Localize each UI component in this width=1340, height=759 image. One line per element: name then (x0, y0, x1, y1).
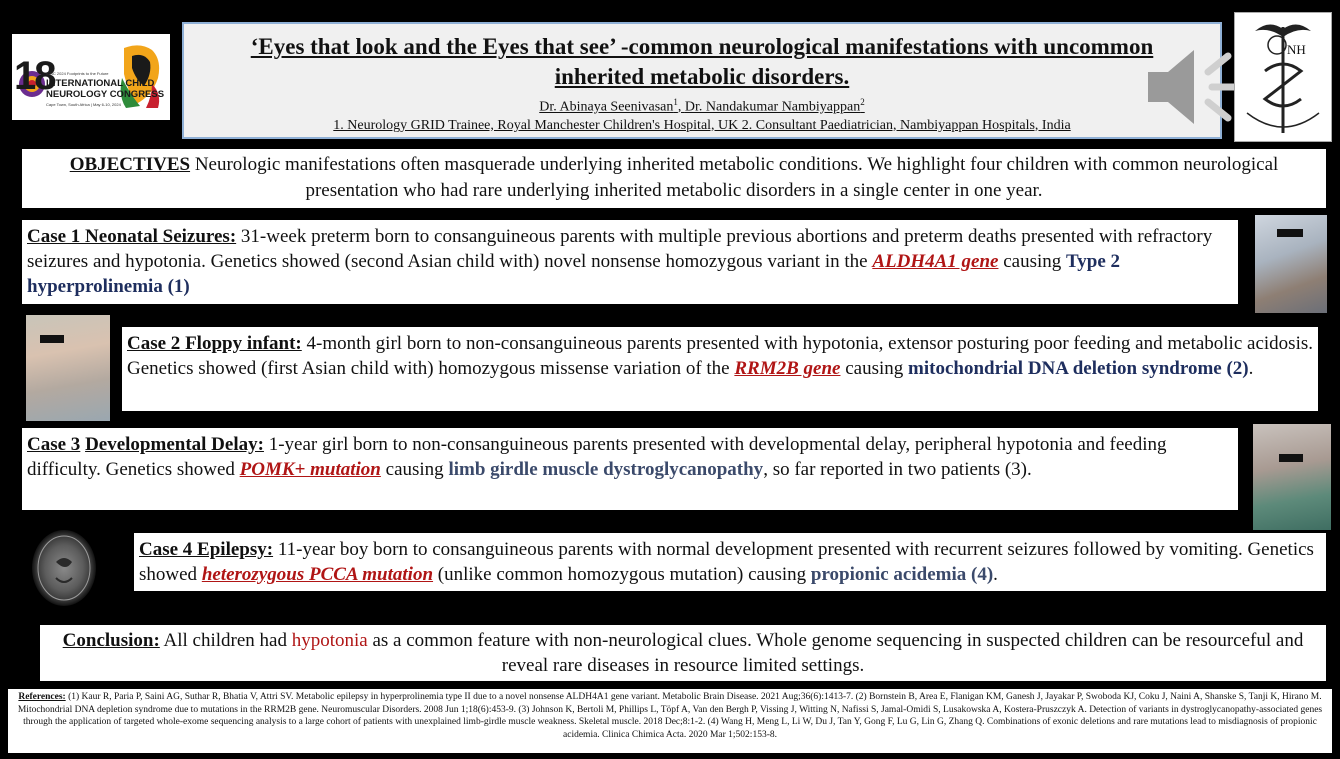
case-4-brain-mri (26, 524, 104, 614)
case-3-label-title: Developmental Delay: (85, 434, 264, 455)
author-2: Dr. Nandakumar Nambiyappan (684, 99, 861, 115)
caduceus-emblem-icon (1235, 13, 1331, 141)
conclusion-highlight: hypotonia (291, 630, 368, 651)
congress-logo-name-1: INTERNATIONAL CHILD (46, 78, 155, 89)
case-4-gene: heterozygous PCCA mutation (201, 564, 434, 585)
conclusion-text-b: as a common feature with non-neurological clues. Whole genome sequencing in suspected children can be resourceful and reveal rare diseases in resource limited settings. (367, 630, 1304, 676)
poster-affiliations: 1. Neurology GRID Trainee, Royal Manchester Children's Hospital, UK 2. Consultant Paediatrician, Nambiyappan Hospitals, India (333, 117, 1071, 133)
case-1-text-b: causing (998, 251, 1067, 272)
case-4-label: Case 4 Epilepsy: (139, 539, 274, 560)
case-2-diagnosis: mitochondrial DNA deletion syndrome (2) (908, 358, 1249, 379)
case-4-text: 11-year boy born to consanguineous parents with normal development presented with recurrent seizures followed by vomiting. Genetics showed (139, 539, 1314, 585)
case-4-diagnosis: propionic acidemia (4) (810, 564, 994, 585)
references-text: (1) Kaur R, Paria P, Saini AG, Suthar R, Bhatia V, Attri SV. Metabolic epilepsy in hyperprolinemia type II due to a novel nonsense ALDH4A1 gene variant. Metabolic Brain Disease. 2021 Aug;36(6):1413-7. (2) Bornstein B, Area E, Flanigan KM, Ganesh J, Jayakar P, Swoboda KJ, Coku J, Naini A, Shanske S, Tanji K, Hirano M. Mitochondrial DNA depletion syndrome due to mutations in the RRM2B gene. Neuromuscular Disorders. 2008 Jun 1;18(6):453-9. (3) Johnson K, Bertoli M, Phillips L, Töpf A, Van den Bergh P, Vissing J, Witting N, Nafissi S, Jamal-Omidi S, Lusakowska A, Kostera-Pruszczyk A. Detection of variants in dystroglycanopathy-associated genes through the application of targeted whole-exome sequencing analysis to a large cohort of patients with unexplained limb-girdle muscle weakness. Skeletal muscle. 2018 Dec;8:1-2. (4) Wang H, Meng L, Li W, Du J, Tan Y, Gong F, Lu G, Lin G, Zhang Q. Combinations of exonic deletions and rare mutations lead to misdiagnosis of propionic acidemia. Clinica Chimica Acta. 2020 Mar 1;502:153-8. (17, 692, 1323, 740)
case-3-text-b: causing (380, 459, 449, 480)
references-section (8, 689, 1332, 753)
congress-logo (12, 34, 170, 120)
conclusion-text: All children had (159, 630, 292, 651)
case-2-text-b: causing (840, 358, 909, 379)
objectives-section (22, 149, 1326, 208)
case-1-diagnosis: Type 2 hyperprolinemia (1) (27, 251, 1121, 297)
congress-logo-location: Cape Town, South Africa | May 6-10, 2024 (46, 102, 121, 107)
conclusion-section (40, 625, 1326, 681)
case-3-label-number: Case 3 (27, 434, 81, 455)
author-1-sup: 1 (673, 97, 678, 107)
case-1 (22, 220, 1238, 304)
case-1-patient-photo (1255, 215, 1327, 313)
author-1: Dr. Abinaya Seenivasan (539, 99, 674, 115)
congress-logo-number: 18 (14, 54, 55, 98)
objectives-label: OBJECTIVES (69, 154, 191, 175)
case-4 (134, 533, 1326, 591)
case-2 (122, 327, 1318, 411)
case-3 (22, 428, 1238, 510)
hospital-logo (1234, 12, 1332, 142)
author-separator: , (677, 99, 685, 115)
case-4-text-b: (unlike common homozygous mutation) causing (433, 564, 811, 585)
poster-header (182, 22, 1222, 139)
poster-authors (184, 93, 1220, 117)
congress-logo-tagline: ICNC 2024 Footprints to the Future (46, 71, 109, 76)
case-2-gene: RRM2B gene (734, 358, 841, 379)
case-3-patient-photo (1253, 424, 1331, 530)
case-2-text: 4-month girl born to non-consanguineous parents presented with hypotonia, extensor posturing poor feeding and metabolic acidosis. Genetics showed (first Asian child with) homozygous missense variation of the (127, 333, 1313, 379)
case-1-label: Case 1 Neonatal Seizures: (27, 226, 237, 247)
case-3-diagnosis: limb girdle muscle dystroglycanopathy (448, 459, 764, 480)
conclusion-label: Conclusion: (62, 630, 160, 651)
case-3-gene: POMK+ mutation (239, 459, 381, 480)
case-4-text-c: . (993, 564, 998, 585)
author-2-sup: 2 (860, 97, 865, 107)
case-1-gene: ALDH4A1 gene (872, 251, 999, 272)
objectives-text: Neurologic manifestations often masquerade underlying inherited metabolic conditions. We highlight four children with common neurological presentation who had rare underlying inherited metabolic disorders in a single center in one year. (190, 154, 1279, 201)
congress-logo-name-2: NEUROLOGY CONGRESS (46, 89, 165, 100)
references-label: References: (18, 692, 66, 702)
case-3-text: 1-year girl born to non-consanguineous parents presented with developmental delay, peripheral hypotonia and feeding difficulty. Genetics showed (27, 434, 1167, 480)
case-3-text-c: , so far reported in two patients (3). (763, 459, 1032, 480)
poster-title: ‘Eyes that look and the Eyes that see’ -common neurological manifestations with uncommon inherited metabolic disorders. (250, 34, 1154, 89)
audio-speaker-icon[interactable] (1142, 42, 1242, 132)
case-2-patient-photo (26, 315, 110, 421)
case-2-text-c: . (1248, 358, 1254, 379)
case-1-text: 31-week preterm born to consanguineous parents with multiple previous abortions and preterm deaths presented with refractory seizures and hypotonia. Genetics showed (second Asian child with) novel nonsense homozygous variant in the (27, 226, 1213, 272)
case-2-label: Case 2 Floppy infant: (127, 333, 302, 354)
hospital-monogram: NH (1287, 42, 1306, 57)
